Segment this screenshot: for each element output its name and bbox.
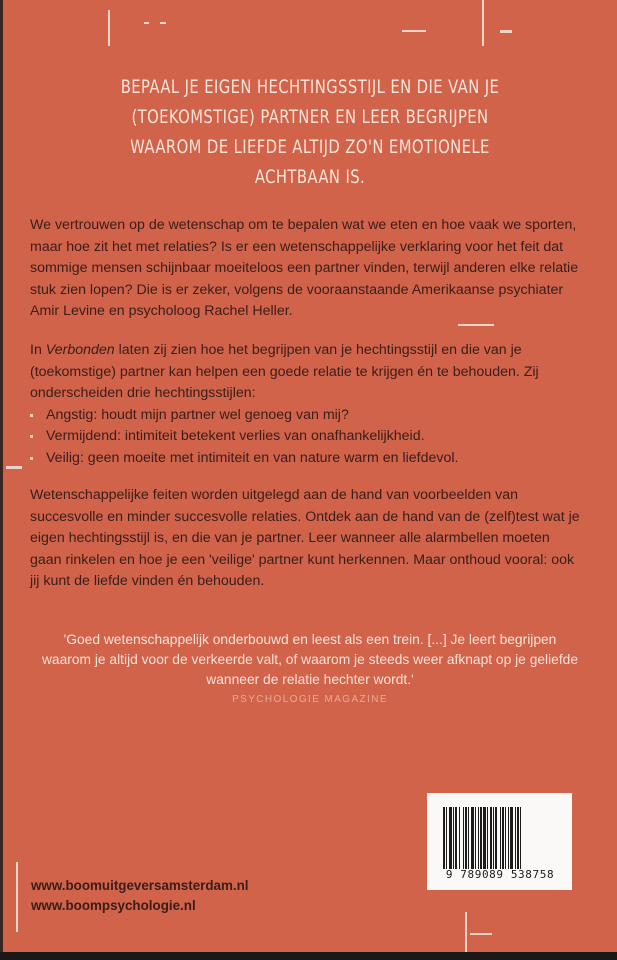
publisher-urls [31,876,249,916]
scratch-mark [465,912,467,952]
description-paragraph-3: Wetenschappelijke feiten worden uitgelegd aan de hand van voorbeelden van succesvolle en minder succesvolle relaties. Ontdek aan de hand van de (zelf)test wat je eigen hechtingsstijl is, en die van je partner. Leer wanneer alle alarmbellen moeten gaan rinkelen en hoe je een 'veilige' partner kunt herkennen. Maar onthoud vooral: ook jij kunt de liefde vinden én behouden. [30,487,580,589]
list-item-avoidant: Vermijdend: intimiteit betekent verlies van onafhankelijkheid. [30,426,585,448]
scratch-mark [482,0,484,46]
scratch-mark [458,324,494,326]
scratch-mark [160,22,166,24]
description-paragraph-2 [30,340,585,469]
scratch-mark [470,933,492,935]
description-paragraph-1: We vertrouwen op de wetenschap om te bepalen wat we eten en hoe vaak we sporten, maar hoe zit het met relaties? Is er een wetenschappelijke verklaring voor het feit dat sommige mensen schijnbaar moeiteloos een partner vinden, terwijl anderen elke relatie stuk zien lopen? Die is er zeker, volgens de vooraanstaande Amerikaanse psychiater Amir Levine en psycholoog Rachel Heller. [30,217,579,319]
list-item-anxious: Angstig: houdt mijn partner wel genoeg van mij? [30,405,585,427]
scratch-mark [6,466,22,469]
attachment-styles-list [30,405,585,470]
paragraph-2-text: laten zij zien hoe het begrijpen van je hechtingsstijl en die van je (toekomstige) partner kan helpen een goede relatie te krijgen én te behouden. Zij onderscheiden drie hechtingsstijlen: [30,342,539,401]
isbn-number: 9 789089 538758 [445,868,555,881]
scratch-mark [108,10,110,46]
tagline-heading: BEPAAL JE EIGEN HECHTINGSSTIJL EN DIE VAN JE (TOEKOMSTIGE) PARTNER EN LEER BEGRIJPEN WAAROM DE LIEFDE ALTIJD ZO'N EMOTIONELE ACHTBAAN IS. [120,76,500,188]
paragraph-2-prefix: In [30,342,46,358]
url-boom-uitgevers[interactable]: www.boomuitgeversamsterdam.nl [31,878,249,893]
url-boom-psychologie[interactable]: www.boompsychologie.nl [31,898,196,913]
scratch-mark [402,30,426,32]
review-source: PSYCHOLOGIE MAGAZINE [232,694,388,705]
list-item-secure: Veilig: geen moeite met intimiteit en van nature warm en liefdevol. [30,448,585,470]
barcode-icon [443,807,555,869]
review-quote: 'Goed wetenschappelijk onderbouwd en leest als een trein. [...] Je leert begrijpen waarom je altijd voor de verkeerde valt, of waarom je steeds weer afknapt op je geliefde wanneer de relatie hechter wordt.' [41,632,579,687]
bottom-shadow-edge [0,952,617,960]
isbn-barcode [427,793,572,890]
scratch-mark [500,30,512,33]
book-title-italic: Verbonden [45,342,115,358]
scratch-mark [16,862,18,932]
scratch-mark [144,22,149,24]
